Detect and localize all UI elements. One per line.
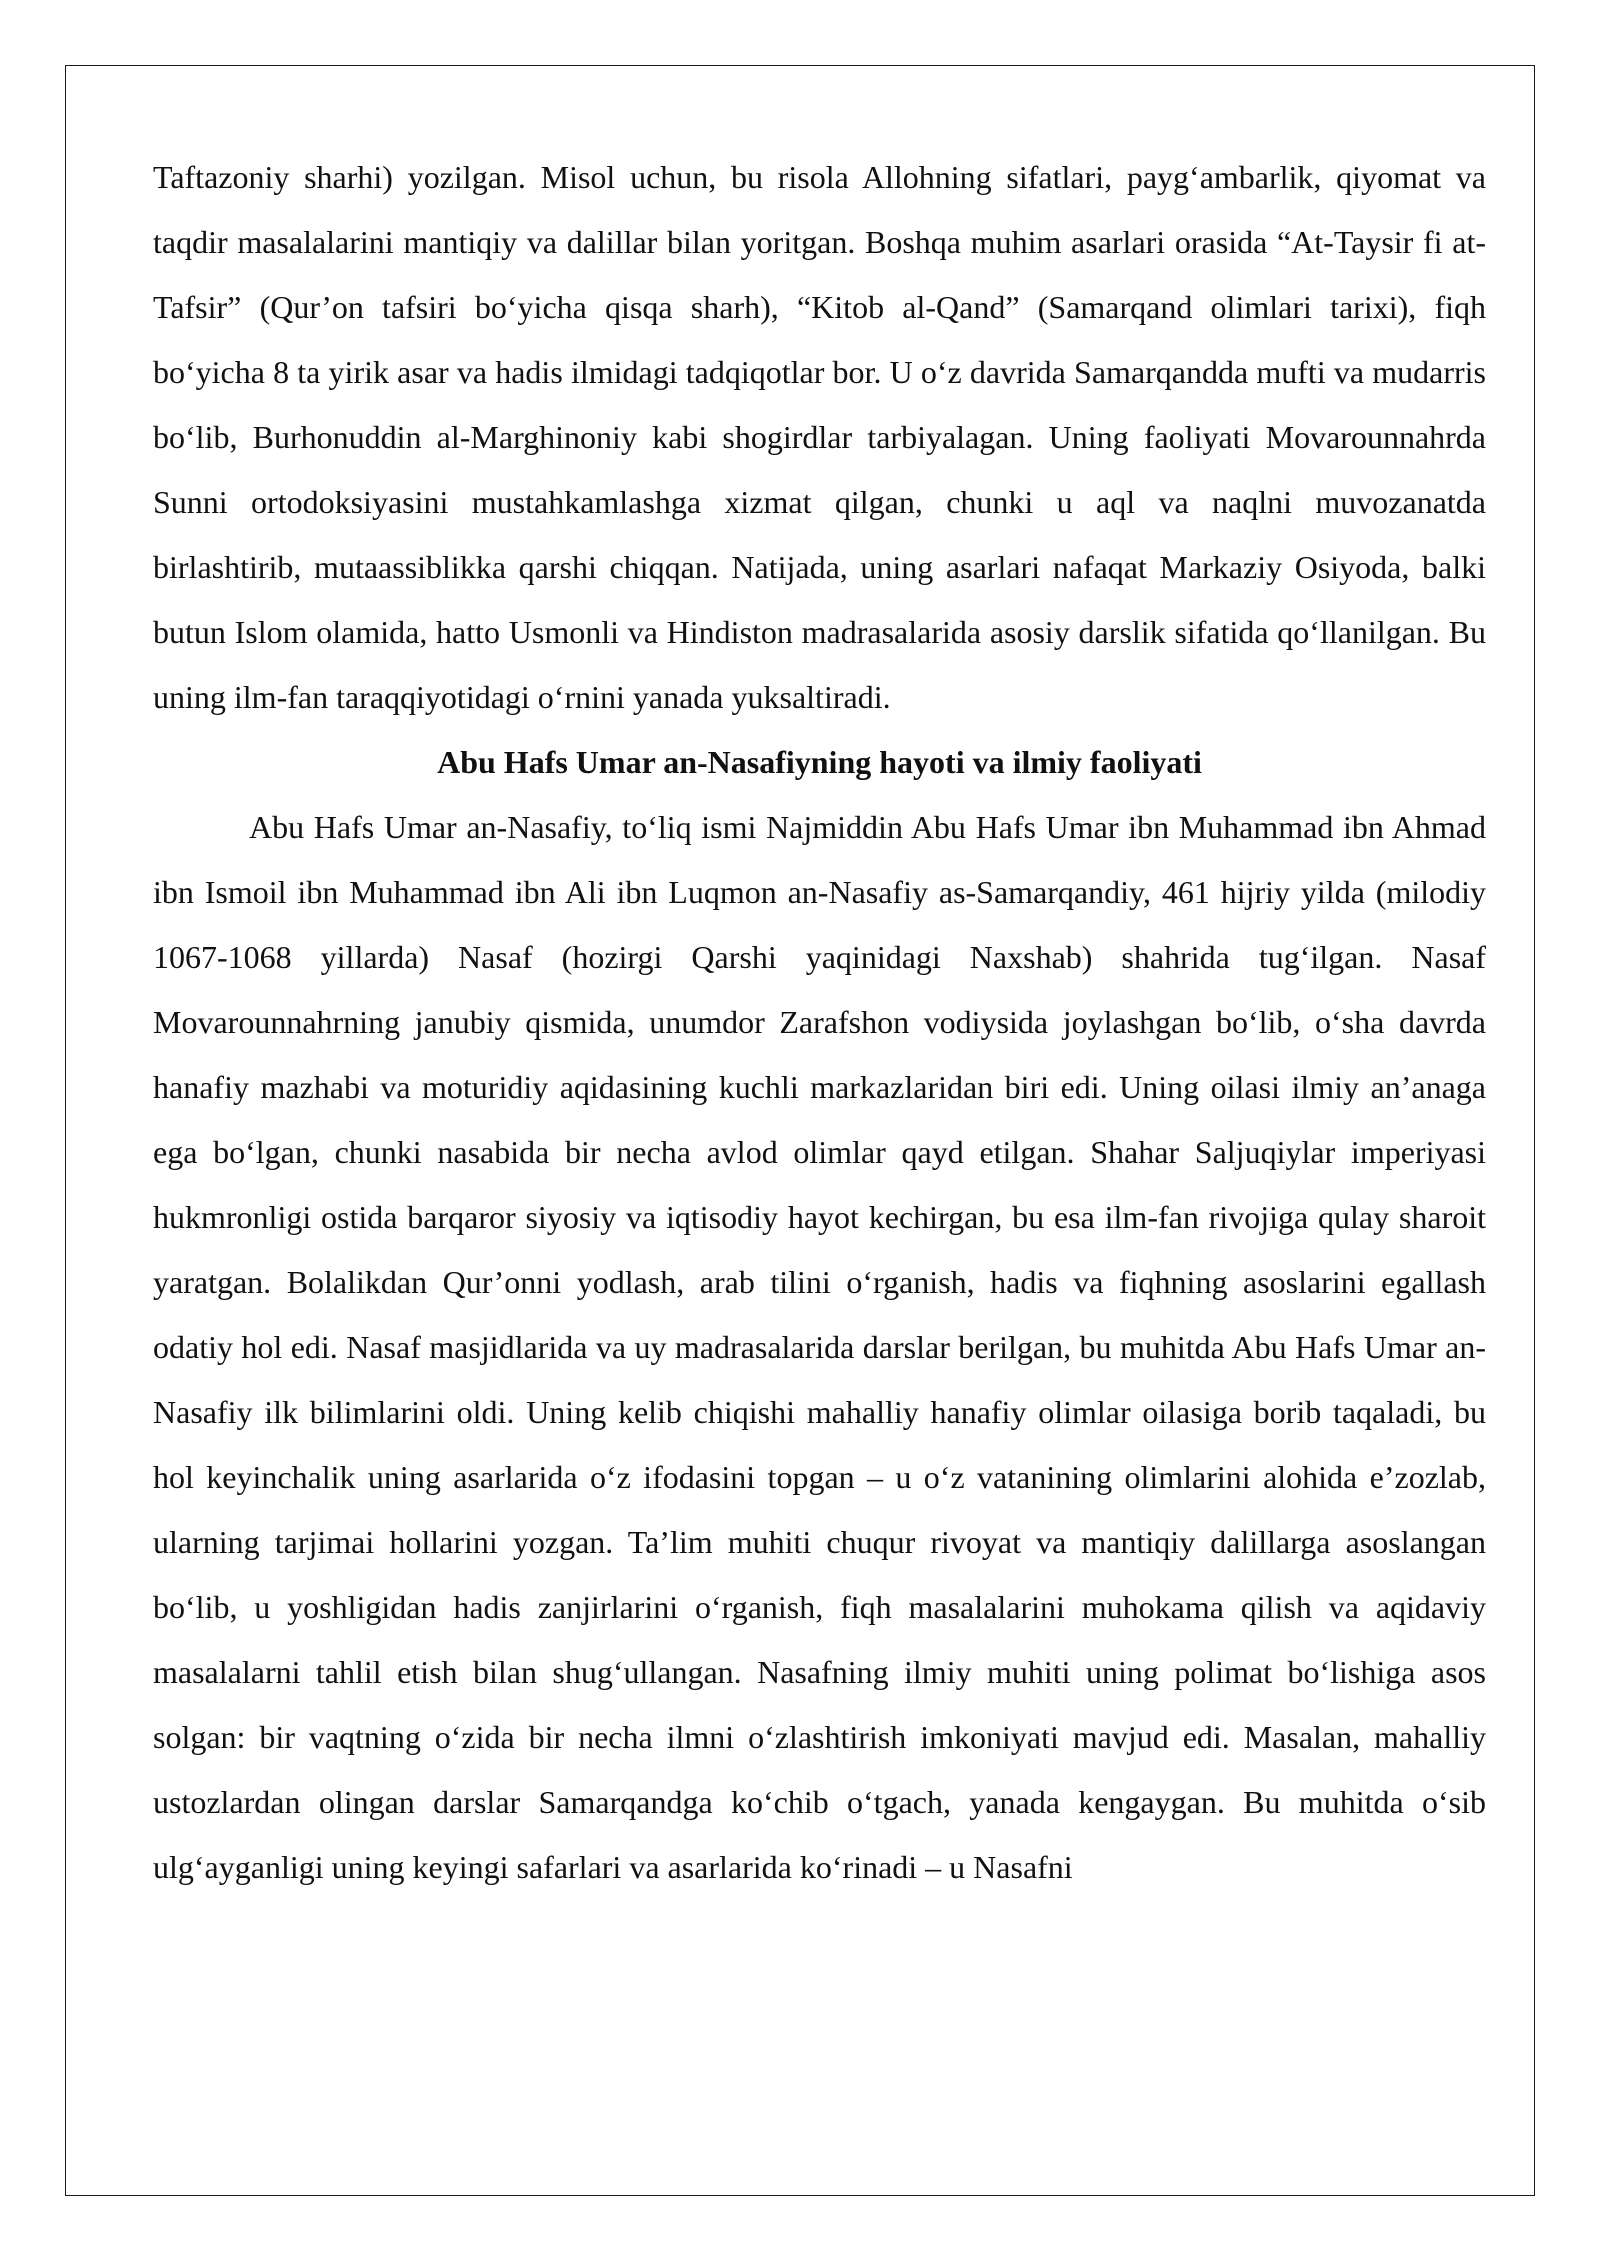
paragraph-main: Abu Hafs Umar an-Nasafiy, to‘liq ismi Najmiddin Abu Hafs Umar ibn Muhammad ibn Ahmad ibn Ismoil ibn Muhammad ibn Ali ibn Luqmon an-Nasafiy as-Samarqandiy, 461 hijriy yilda (milodiy 1067-1068 yillarda) Nasaf (hozirgi Qarshi yaqinidagi Naxshab) shahrida tug‘ilgan. Nasaf Movarounnahrning janubiy qismida, unumdor Zarafshon vodiysida joylashgan bo‘lib, o‘sha davrda hanafiy mazhabi va moturidiy aqidasining kuchli markazlaridan biri edi. Uning oilasi ilmiy an’anaga ega bo‘lgan, chunki nasabida bir necha avlod olimlar qayd etilgan. Shahar Saljuqiylar imperiyasi hukmronligi ostida barqaror siyosiy va iqtisodiy hayot kechirgan, bu esa ilm-fan rivojiga qulay sharoit yaratgan. Bolalikdan Qur’onni yodlash, arab tilini o‘rganish, hadis va fiqhning asoslarini egallash odatiy hol edi. Nasaf masjidlarida va uy madrasalarida darslar berilgan, bu muhitda Abu Hafs Umar an-Nasafiy ilk bilimlarini oldi. Uning kelib chiqishi mahalliy hanafiy olimlar oilasiga borib taqaladi, bu hol keyinchalik uning asarlarida o‘z ifodasini topgan – u o‘z vatanining olimlarini alohida e’zozlab, ularning tarjimai hollarini yozgan. Ta’lim muhiti chuqur rivoyat va mantiqiy dalillarga asoslangan bo‘lib, u yoshligidan hadis zanjirlarini o‘rganish, fiqh masalalarini muhokama qilish va aqidaviy masalalarni tahlil etish bilan shug‘ullangan. Nasafning ilmiy muhiti uning polimat bo‘lishiga asos solgan: bir vaqtning o‘zida bir necha ilmni o‘zlashtirish imkoniyati mavjud edi. Masalan, mahalliy ustozlardan olingan darslar Samarqandga ko‘chib o‘tgach, yanada kengaygan. Bu muhitda o‘sib ulg‘ayganligi uning keyingi safarlari va asarlarida ko‘rinadi – u Nasafni [153, 809, 1486, 1885]
paragraph-continued: Taftazoniy sharhi) yozilgan. Misol uchun, bu risola Allohning sifatlari, payg‘ambarlik, qiyomat va taqdir masalalarini mantiqiy va dalillar bilan yoritgan. Boshqa muhim asarlari orasida “At-Taysir fi at-Tafsir” (Qur’on tafsiri bo‘yicha qisqa sharh), “Kitob al-Qand” (Samarqand olimlari tarixi), fiqh bo‘yicha 8 ta yirik asar va hadis ilmidagi tadqiqotlar bor. U o‘z davrida Samarqandda mufti va mudarris bo‘lib, Burhonuddin al-Marghinoniy kabi shogirdlar tarbiyalagan. Uning faoliyati Movarounnahrda Sunni ortodoksiyasini mustahkamlashga xizmat qilgan, chunki u aql va naqlni muvozanatda birlashtirib, mutaassiblikka qarshi chiqqan. Natijada, uning asarlari nafaqat Markaziy Osiyoda, balki butun Islom olamida, hatto Usmonli va Hindiston madrasalarida asosiy darslik sifatida qo‘llanilgan. Bu uning ilm-fan taraqqiyotidagi o‘rnini yanada yuksaltiradi. [153, 159, 1486, 715]
document-body [153, 145, 1486, 1900]
section-heading: Abu Hafs Umar an-Nasafiyning hayoti va ilmiy faoliyati [437, 744, 1202, 780]
